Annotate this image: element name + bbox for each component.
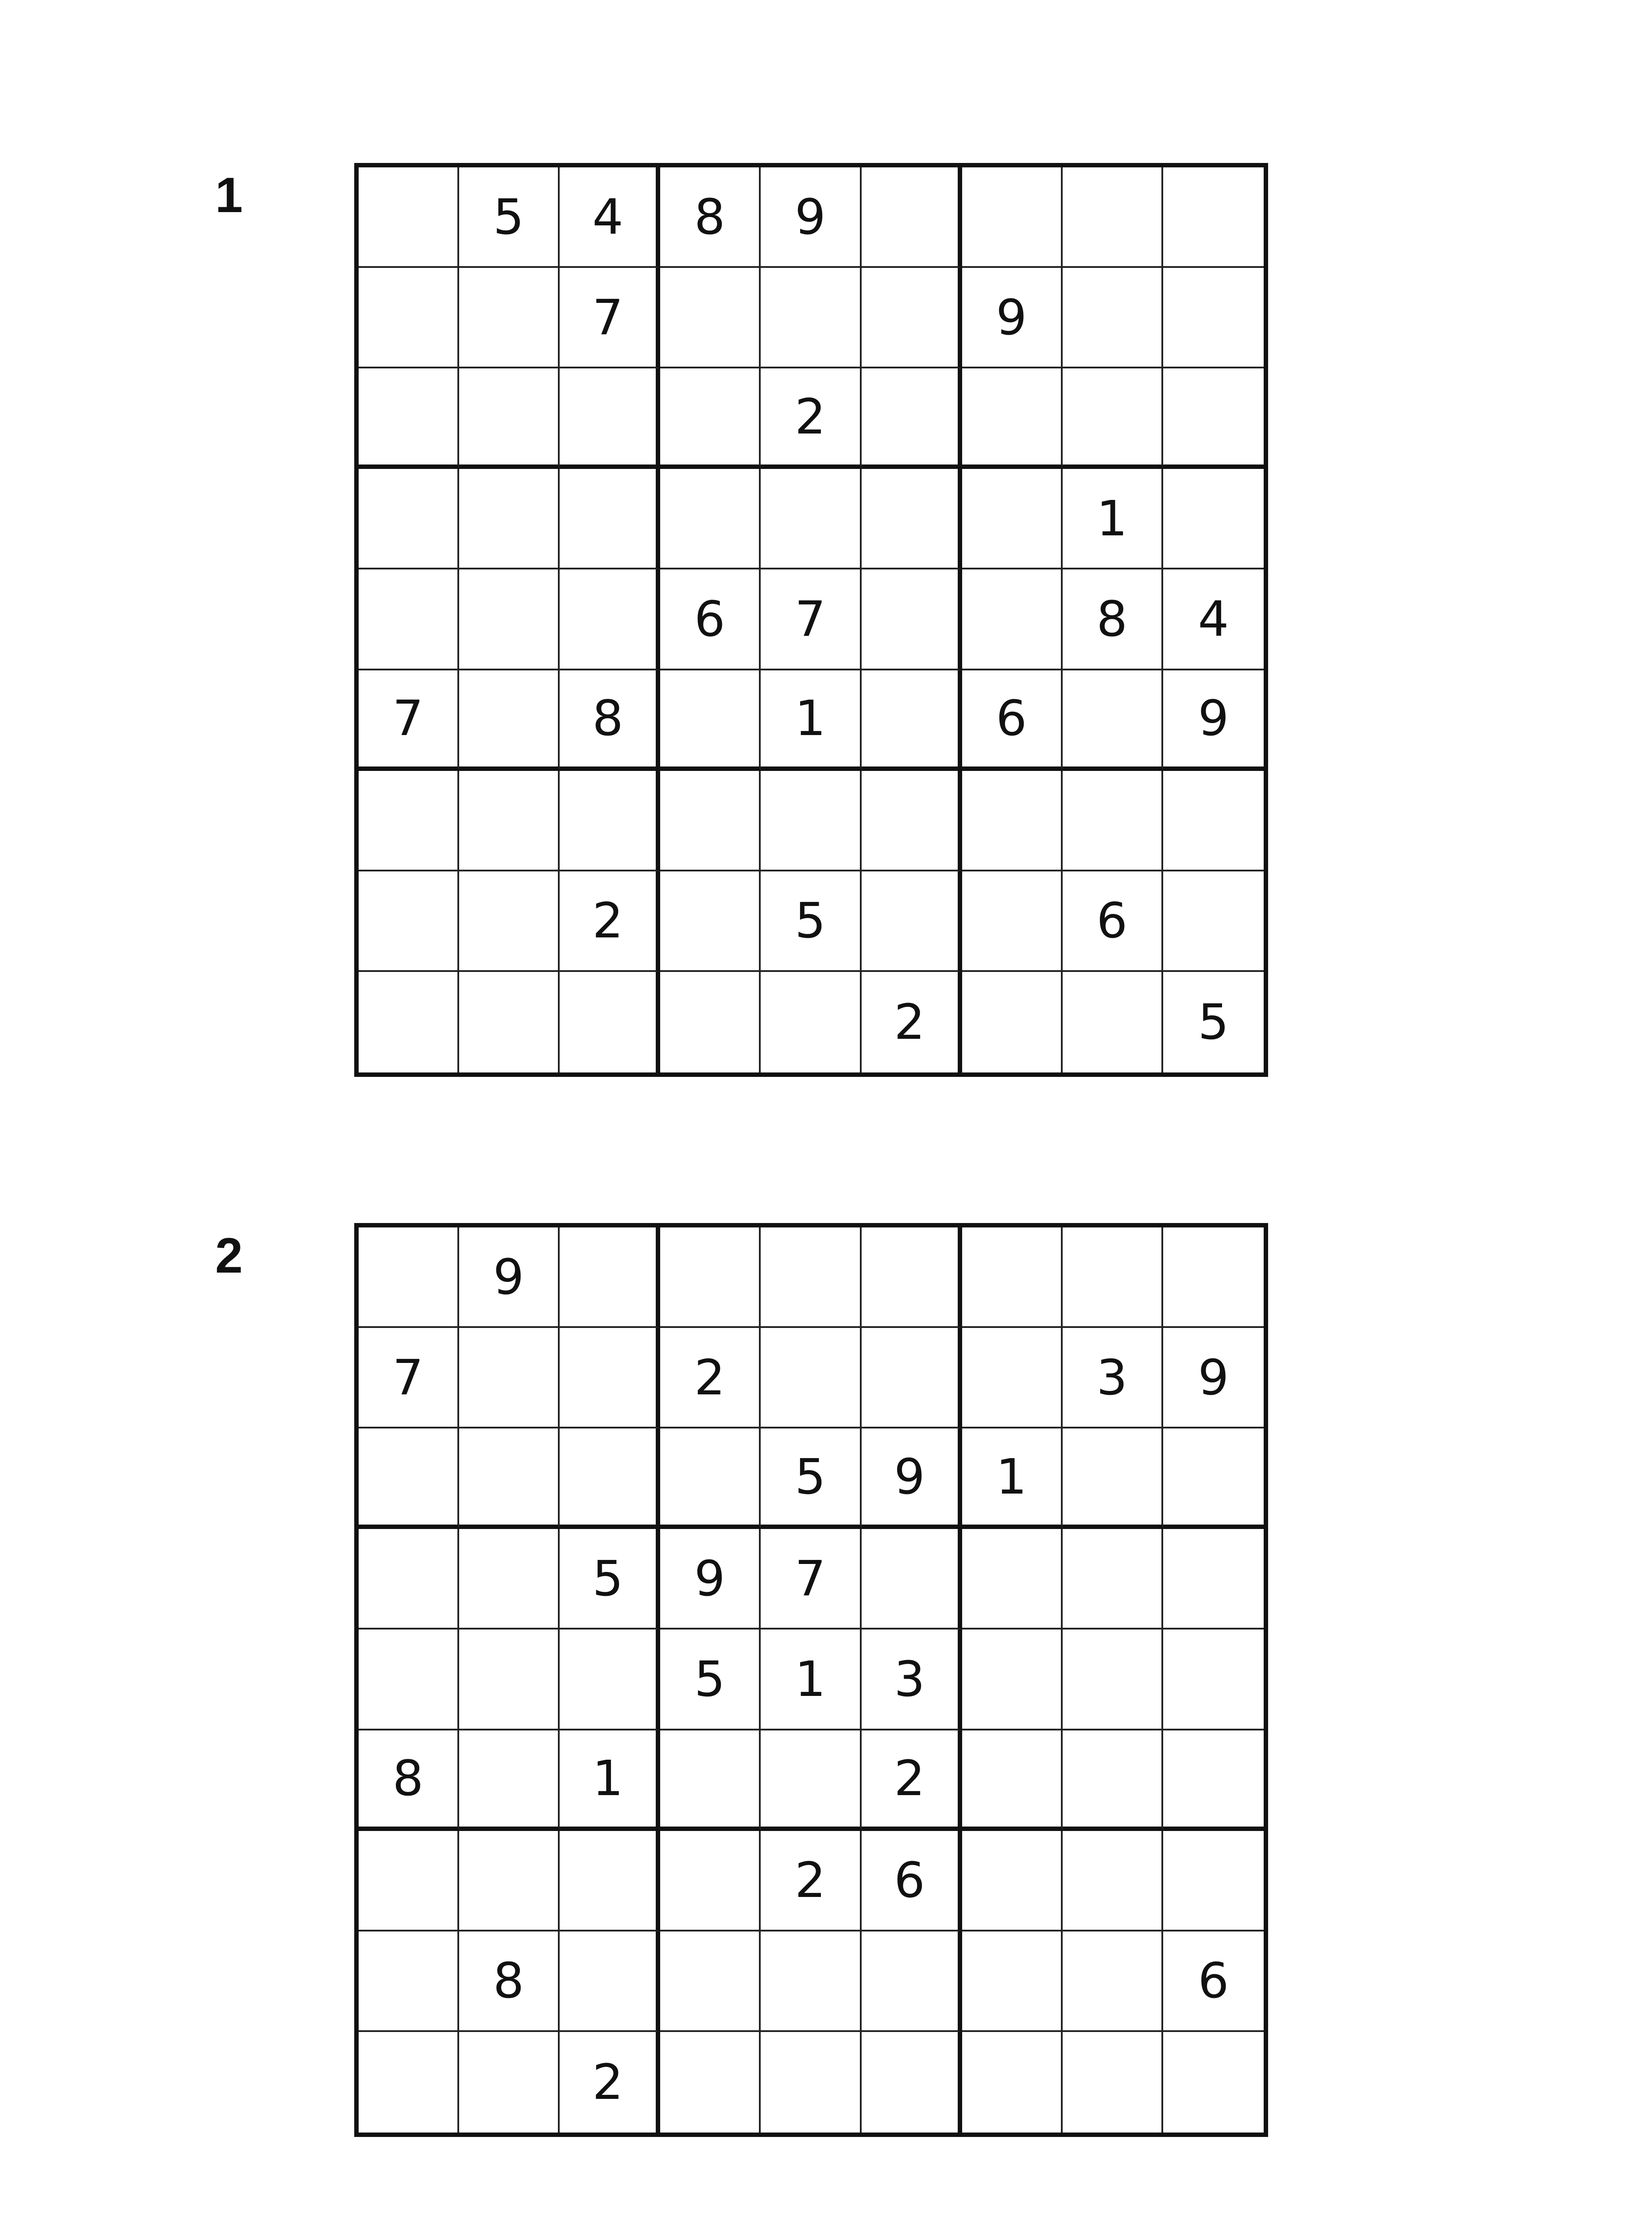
sudoku-cell[interactable] bbox=[660, 2032, 761, 2133]
sudoku-cell[interactable] bbox=[560, 1328, 660, 1428]
sudoku-cell[interactable] bbox=[962, 972, 1063, 1072]
sudoku-cell[interactable]: 6 bbox=[660, 569, 761, 670]
sudoku-cell[interactable] bbox=[359, 1428, 459, 1529]
sudoku-cell[interactable] bbox=[459, 469, 560, 569]
sudoku-cell[interactable] bbox=[560, 469, 660, 569]
sudoku-cell[interactable] bbox=[1063, 1831, 1163, 1931]
sudoku-cell[interactable]: 5 bbox=[1163, 972, 1264, 1072]
sudoku-cell[interactable] bbox=[1163, 167, 1264, 268]
sudoku-cell[interactable] bbox=[459, 268, 560, 368]
sudoku-cell[interactable] bbox=[862, 1529, 962, 1630]
sudoku-cell[interactable] bbox=[459, 871, 560, 972]
sudoku-cell[interactable] bbox=[660, 972, 761, 1072]
sudoku-cell[interactable] bbox=[1063, 2032, 1163, 2133]
sudoku-cell[interactable] bbox=[459, 569, 560, 670]
sudoku-cell[interactable] bbox=[962, 2032, 1063, 2133]
sudoku-cell[interactable]: 2 bbox=[862, 972, 962, 1072]
sudoku-cell[interactable]: 8 bbox=[1063, 569, 1163, 670]
sudoku-cell[interactable] bbox=[962, 1831, 1063, 1931]
sudoku-cell[interactable] bbox=[1163, 1630, 1264, 1730]
sudoku-cell[interactable] bbox=[862, 167, 962, 268]
sudoku-cell[interactable] bbox=[560, 1227, 660, 1328]
sudoku-cell[interactable] bbox=[459, 2032, 560, 2133]
sudoku-cell[interactable] bbox=[1163, 1730, 1264, 1831]
sudoku-cell[interactable] bbox=[660, 1428, 761, 1529]
sudoku-cell[interactable] bbox=[761, 1328, 861, 1428]
sudoku-cell[interactable] bbox=[761, 771, 861, 871]
sudoku-cell[interactable] bbox=[1163, 469, 1264, 569]
sudoku-cell[interactable]: 3 bbox=[862, 1630, 962, 1730]
sudoku-cell[interactable] bbox=[761, 1931, 861, 2032]
sudoku-cell[interactable]: 2 bbox=[560, 2032, 660, 2133]
sudoku-cell[interactable] bbox=[1063, 670, 1163, 771]
sudoku-cell[interactable]: 5 bbox=[761, 871, 861, 972]
sudoku-cell[interactable] bbox=[359, 1831, 459, 1931]
sudoku-cell[interactable] bbox=[459, 1630, 560, 1730]
sudoku-cell[interactable] bbox=[459, 368, 560, 469]
sudoku-cell[interactable] bbox=[1163, 871, 1264, 972]
sudoku-cell[interactable] bbox=[862, 1931, 962, 2032]
sudoku-cell[interactable] bbox=[862, 1328, 962, 1428]
sudoku-cell[interactable] bbox=[359, 167, 459, 268]
sudoku-cell[interactable]: 2 bbox=[761, 368, 861, 469]
sudoku-cell[interactable] bbox=[1163, 771, 1264, 871]
sudoku-cell[interactable] bbox=[862, 268, 962, 368]
sudoku-cell[interactable] bbox=[761, 972, 861, 1072]
sudoku-cell[interactable] bbox=[1163, 368, 1264, 469]
sudoku-cell[interactable]: 6 bbox=[862, 1831, 962, 1931]
sudoku-cell[interactable] bbox=[359, 771, 459, 871]
sudoku-cell[interactable] bbox=[660, 268, 761, 368]
sudoku-cell[interactable] bbox=[359, 2032, 459, 2133]
sudoku-cell[interactable] bbox=[962, 368, 1063, 469]
sudoku-cell[interactable] bbox=[862, 569, 962, 670]
sudoku-cell[interactable]: 7 bbox=[761, 1529, 861, 1630]
sudoku-cell[interactable]: 9 bbox=[660, 1529, 761, 1630]
sudoku-cell[interactable]: 9 bbox=[1163, 670, 1264, 771]
sudoku-cell[interactable] bbox=[761, 2032, 861, 2133]
sudoku-cell[interactable] bbox=[560, 1428, 660, 1529]
sudoku-cell[interactable] bbox=[962, 1630, 1063, 1730]
sudoku-cell[interactable] bbox=[459, 670, 560, 771]
sudoku-cell[interactable] bbox=[660, 670, 761, 771]
sudoku-cell[interactable]: 9 bbox=[962, 268, 1063, 368]
puzzle-number-1: 1 bbox=[215, 167, 243, 223]
sudoku-cell[interactable] bbox=[459, 1831, 560, 1931]
sudoku-cell[interactable] bbox=[459, 1328, 560, 1428]
sudoku-cell[interactable] bbox=[962, 569, 1063, 670]
sudoku-cell[interactable] bbox=[862, 368, 962, 469]
sudoku-cell[interactable] bbox=[660, 1227, 761, 1328]
sudoku-cell[interactable] bbox=[962, 1730, 1063, 1831]
sudoku-cell[interactable] bbox=[560, 368, 660, 469]
sudoku-cell[interactable] bbox=[1163, 1831, 1264, 1931]
sudoku-cell[interactable] bbox=[1063, 1227, 1163, 1328]
sudoku-cell[interactable]: 9 bbox=[459, 1227, 560, 1328]
sudoku-cell[interactable] bbox=[660, 771, 761, 871]
sudoku-cell[interactable]: 8 bbox=[560, 670, 660, 771]
sudoku-cell[interactable]: 1 bbox=[962, 1428, 1063, 1529]
sudoku-cell[interactable] bbox=[1163, 1227, 1264, 1328]
sudoku-cell[interactable] bbox=[459, 1529, 560, 1630]
sudoku-cell[interactable] bbox=[359, 268, 459, 368]
sudoku-cell[interactable] bbox=[962, 1931, 1063, 2032]
puzzle-number-2: 2 bbox=[215, 1228, 243, 1283]
sudoku-cell[interactable] bbox=[359, 368, 459, 469]
sudoku-cell[interactable] bbox=[862, 670, 962, 771]
sudoku-cell[interactable]: 5 bbox=[761, 1428, 861, 1529]
sudoku-cell[interactable] bbox=[660, 469, 761, 569]
sudoku-cell[interactable] bbox=[660, 1931, 761, 2032]
sudoku-cell[interactable] bbox=[1063, 268, 1163, 368]
sudoku-cell[interactable] bbox=[862, 2032, 962, 2133]
sudoku-cell[interactable]: 4 bbox=[560, 167, 660, 268]
sudoku-cell[interactable] bbox=[560, 771, 660, 871]
sudoku-cell[interactable] bbox=[1063, 1630, 1163, 1730]
sudoku-cell[interactable] bbox=[1063, 972, 1163, 1072]
sudoku-cell[interactable]: 9 bbox=[1163, 1328, 1264, 1428]
sudoku-cell[interactable] bbox=[359, 569, 459, 670]
sudoku-grid-2 bbox=[354, 1223, 1268, 2137]
sudoku-cell[interactable] bbox=[560, 1931, 660, 2032]
sudoku-cell[interactable] bbox=[459, 1428, 560, 1529]
sudoku-cell[interactable] bbox=[761, 469, 861, 569]
sudoku-cell[interactable] bbox=[1063, 1730, 1163, 1831]
sudoku-cell[interactable]: 4 bbox=[1163, 569, 1264, 670]
sudoku-cell[interactable]: 2 bbox=[560, 871, 660, 972]
sudoku-cell[interactable] bbox=[359, 972, 459, 1072]
sudoku-cell[interactable] bbox=[962, 1227, 1063, 1328]
sudoku-cell[interactable] bbox=[862, 1227, 962, 1328]
sudoku-cell[interactable]: 9 bbox=[761, 167, 861, 268]
sudoku-cell[interactable]: 7 bbox=[359, 1328, 459, 1428]
sudoku-cell[interactable] bbox=[761, 268, 861, 368]
sudoku-cell[interactable] bbox=[359, 1529, 459, 1630]
sudoku-cell[interactable]: 2 bbox=[660, 1328, 761, 1428]
sudoku-cell[interactable] bbox=[459, 1730, 560, 1831]
sudoku-cell[interactable] bbox=[1063, 368, 1163, 469]
sudoku-cell[interactable] bbox=[1063, 1428, 1163, 1529]
sudoku-cell[interactable] bbox=[862, 871, 962, 972]
sudoku-cell[interactable] bbox=[761, 1730, 861, 1831]
sudoku-cell[interactable]: 7 bbox=[560, 268, 660, 368]
sudoku-cell[interactable]: 7 bbox=[761, 569, 861, 670]
sudoku-cell[interactable] bbox=[660, 1831, 761, 1931]
sudoku-cell[interactable]: 2 bbox=[761, 1831, 861, 1931]
sudoku-cell[interactable] bbox=[359, 1630, 459, 1730]
sudoku-cell[interactable] bbox=[1063, 771, 1163, 871]
sudoku-grid-1 bbox=[354, 163, 1268, 1077]
sudoku-cell[interactable] bbox=[359, 1931, 459, 2032]
sudoku-cell[interactable]: 5 bbox=[660, 1630, 761, 1730]
sudoku-cell[interactable]: 6 bbox=[1163, 1931, 1264, 2032]
sudoku-cell[interactable] bbox=[962, 469, 1063, 569]
sudoku-cell[interactable] bbox=[1163, 2032, 1264, 2133]
sudoku-cell[interactable] bbox=[560, 569, 660, 670]
sudoku-cell[interactable]: 7 bbox=[359, 670, 459, 771]
sudoku-cell[interactable]: 6 bbox=[1063, 871, 1163, 972]
sudoku-cell[interactable] bbox=[862, 771, 962, 871]
sudoku-cell[interactable]: 8 bbox=[359, 1730, 459, 1831]
sudoku-cell[interactable] bbox=[560, 1630, 660, 1730]
sudoku-cell[interactable]: 2 bbox=[862, 1730, 962, 1831]
sudoku-cell[interactable] bbox=[359, 469, 459, 569]
sudoku-cell[interactable]: 1 bbox=[560, 1730, 660, 1831]
sudoku-cell[interactable]: 6 bbox=[962, 670, 1063, 771]
sudoku-cell[interactable] bbox=[459, 972, 560, 1072]
sudoku-cell[interactable]: 1 bbox=[1063, 469, 1163, 569]
sudoku-cell[interactable]: 1 bbox=[761, 1630, 861, 1730]
sudoku-cell[interactable] bbox=[962, 771, 1063, 871]
sudoku-cell[interactable]: 8 bbox=[660, 167, 761, 268]
sudoku-cell[interactable] bbox=[1063, 1529, 1163, 1630]
sudoku-cell[interactable]: 5 bbox=[459, 167, 560, 268]
sudoku-cell[interactable]: 3 bbox=[1063, 1328, 1163, 1428]
sudoku-cell[interactable] bbox=[1163, 1428, 1264, 1529]
sudoku-cell[interactable] bbox=[359, 871, 459, 972]
sudoku-cell[interactable] bbox=[359, 1227, 459, 1328]
sudoku-cell[interactable] bbox=[459, 771, 560, 871]
sudoku-cell[interactable] bbox=[1063, 1931, 1163, 2032]
sudoku-cell[interactable] bbox=[560, 972, 660, 1072]
sudoku-cell[interactable] bbox=[962, 1328, 1063, 1428]
sudoku-cell[interactable] bbox=[660, 1730, 761, 1831]
sudoku-cell[interactable] bbox=[1163, 268, 1264, 368]
sudoku-cell[interactable]: 5 bbox=[560, 1529, 660, 1630]
sudoku-cell[interactable] bbox=[962, 871, 1063, 972]
sudoku-cell[interactable]: 9 bbox=[862, 1428, 962, 1529]
sudoku-cell[interactable] bbox=[962, 167, 1063, 268]
sudoku-cell[interactable] bbox=[761, 1227, 861, 1328]
sudoku-cell[interactable]: 8 bbox=[459, 1931, 560, 2032]
sudoku-cell[interactable] bbox=[962, 1529, 1063, 1630]
sudoku-cell[interactable]: 1 bbox=[761, 670, 861, 771]
sudoku-cell[interactable] bbox=[1063, 167, 1163, 268]
sudoku-cell[interactable] bbox=[1163, 1529, 1264, 1630]
sudoku-cell[interactable] bbox=[560, 1831, 660, 1931]
sudoku-cell[interactable] bbox=[660, 871, 761, 972]
sudoku-cell[interactable] bbox=[862, 469, 962, 569]
sudoku-cell[interactable] bbox=[660, 368, 761, 469]
